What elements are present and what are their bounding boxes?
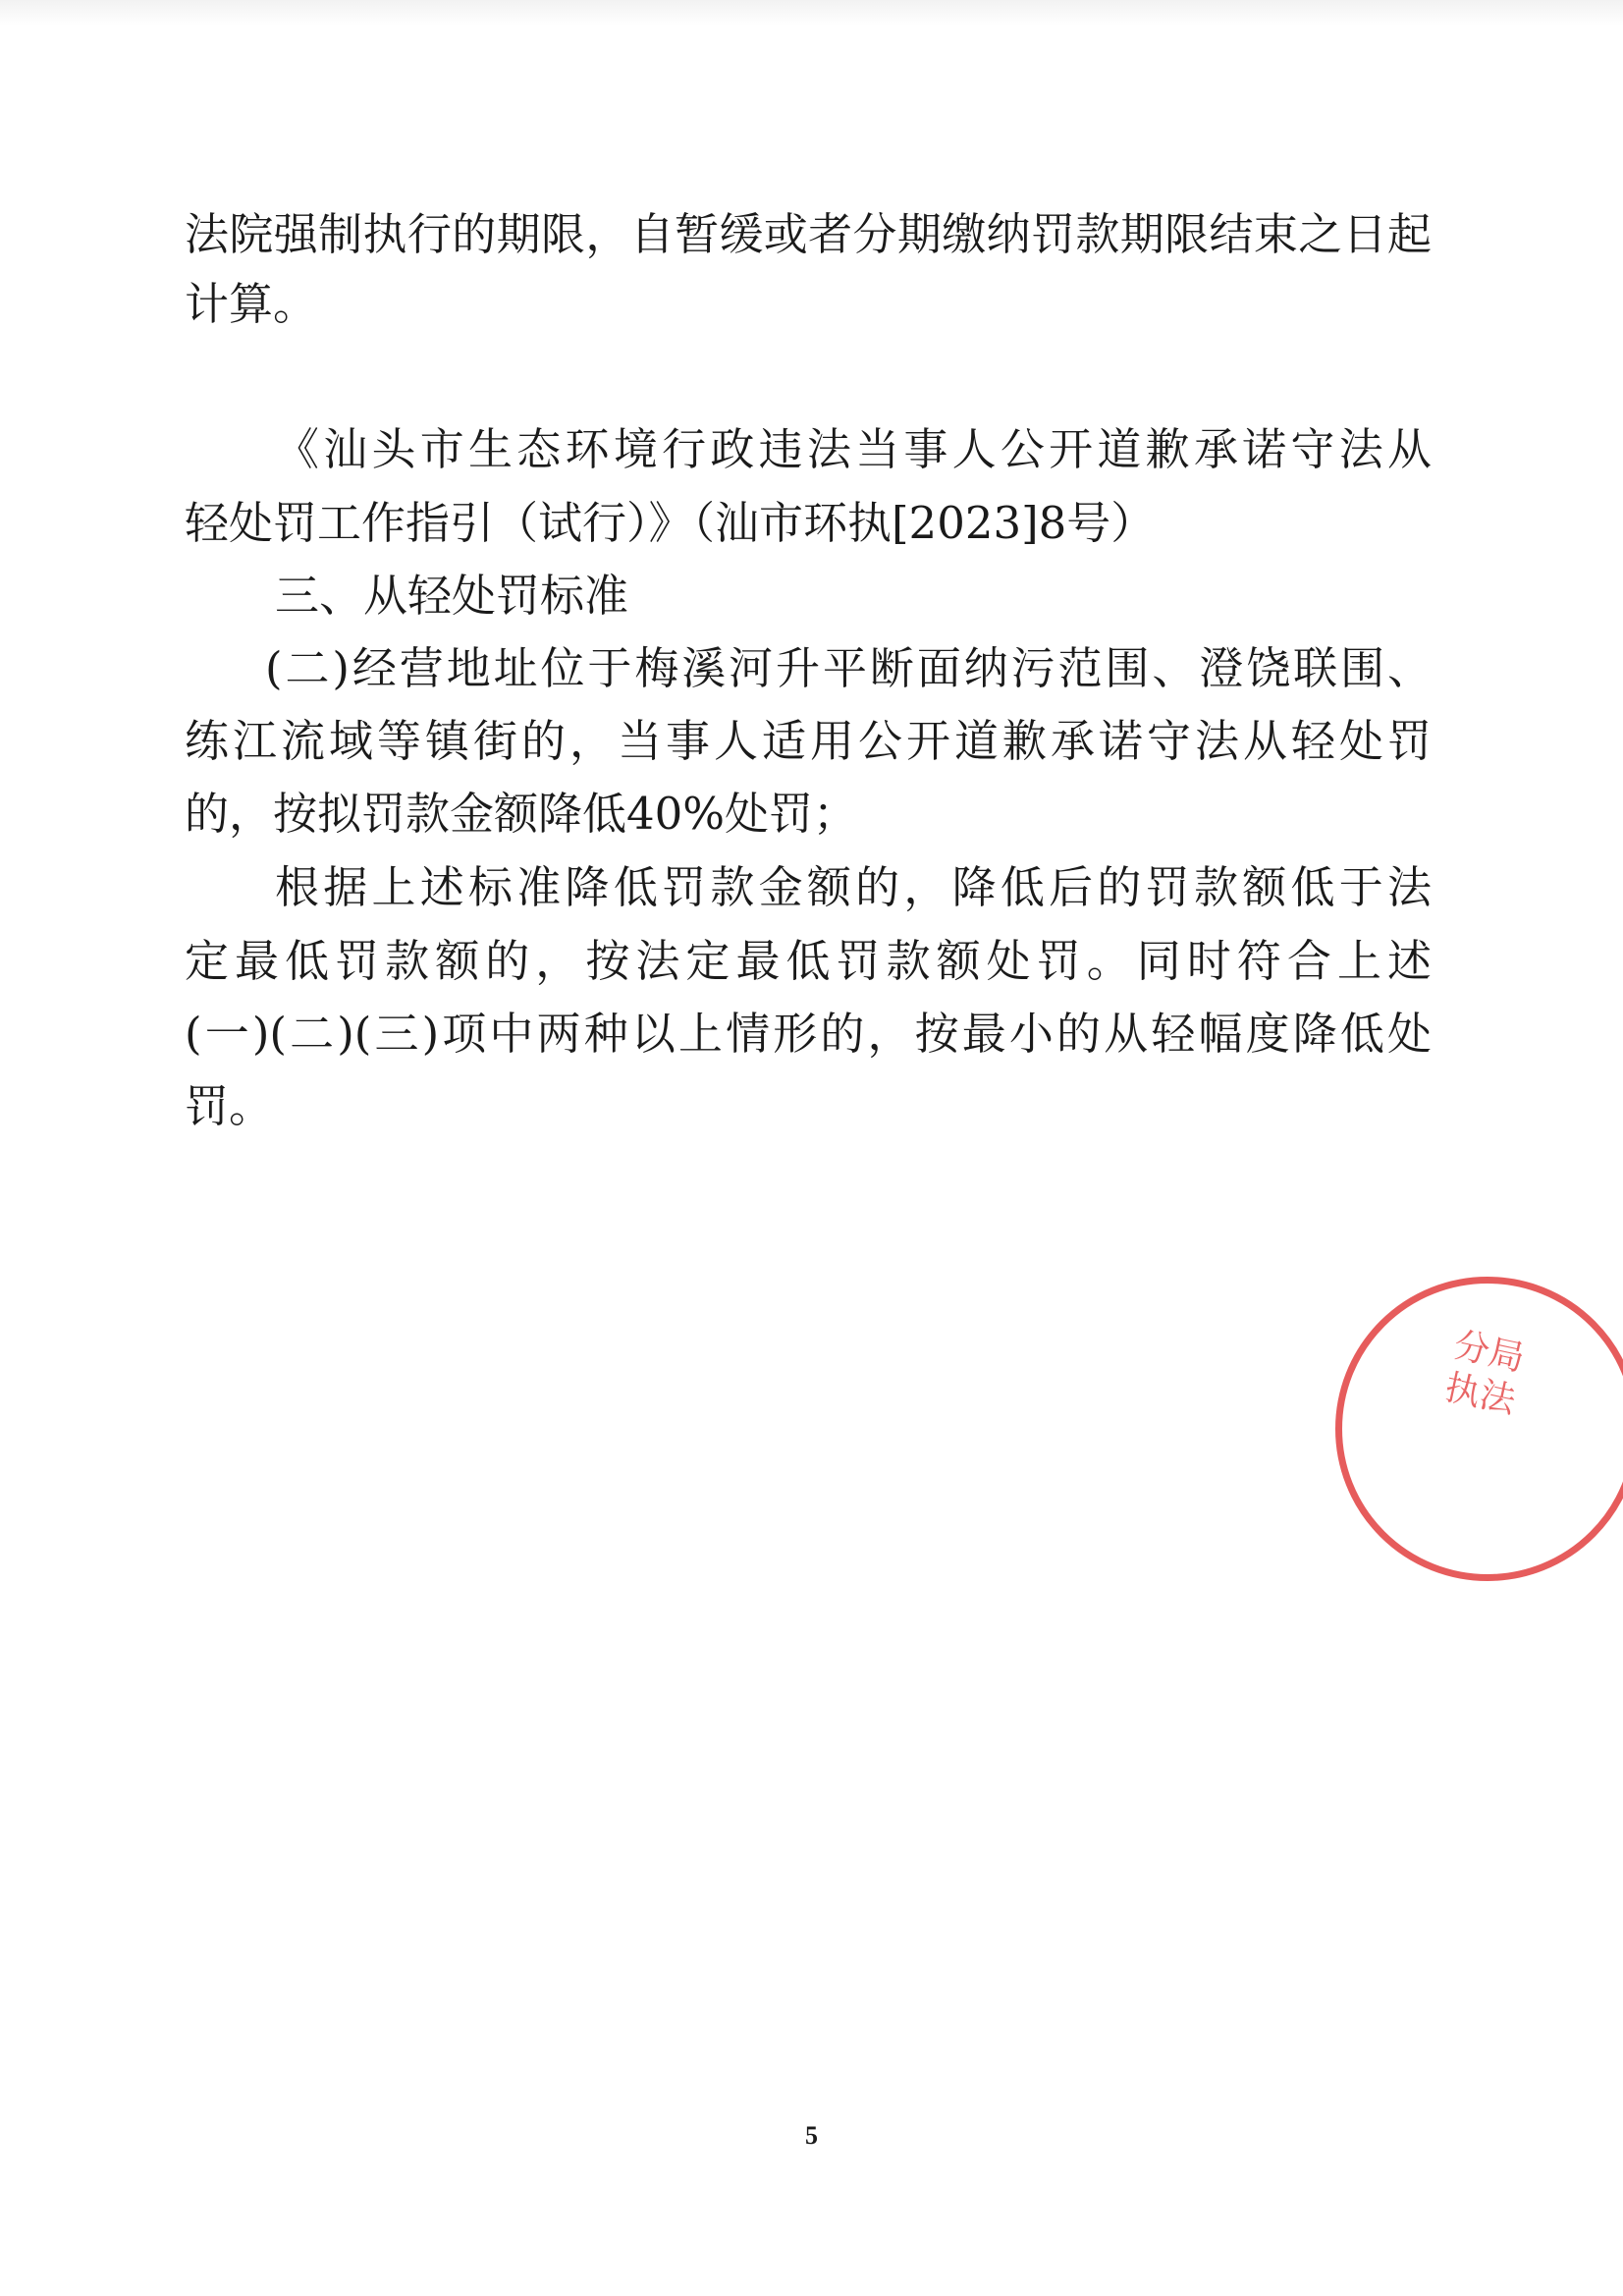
text-line: 轻处罚工作指引（试行）》（汕市环执[2023]8号） — [185, 497, 1156, 549]
text-line: (一)(二)(三)项中两种以上情形的，按最小的从轻幅度降低处 — [185, 1008, 1432, 1060]
text-line: 定最低罚款额的，按法定最低罚款额处罚。同时符合上述 — [185, 935, 1432, 987]
official-seal — [1335, 1277, 1623, 1581]
text-line: (二)经营地址位于梅溪河升平断面纳污范围、澄饶联围、 — [265, 642, 1432, 694]
text-line: 练江流域等镇街的，当事人适用公开道歉承诺守法从轻处罚 — [185, 715, 1432, 767]
text-line: 罚。 — [185, 1080, 274, 1132]
text-line: 根据上述标准降低罚款金额的，降低后的罚款额低于法 — [275, 861, 1432, 913]
scan-edge — [0, 0, 1623, 26]
text-line: 计算。 — [185, 278, 318, 330]
section-heading: 三、从轻处罚标准 — [275, 570, 629, 622]
seal-text: 分局执法 — [1441, 1325, 1529, 1422]
text-line: 法院强制执行的期限，自暂缓或者分期缴纳罚款期限结束之日起 — [185, 208, 1432, 260]
page-number: 5 — [805, 2121, 818, 2150]
text-line: 《汕头市生态环境行政违法当事人公开道歉承诺守法从 — [275, 423, 1432, 475]
text-line: 的，按拟罚款金额降低40%处罚； — [185, 788, 858, 840]
